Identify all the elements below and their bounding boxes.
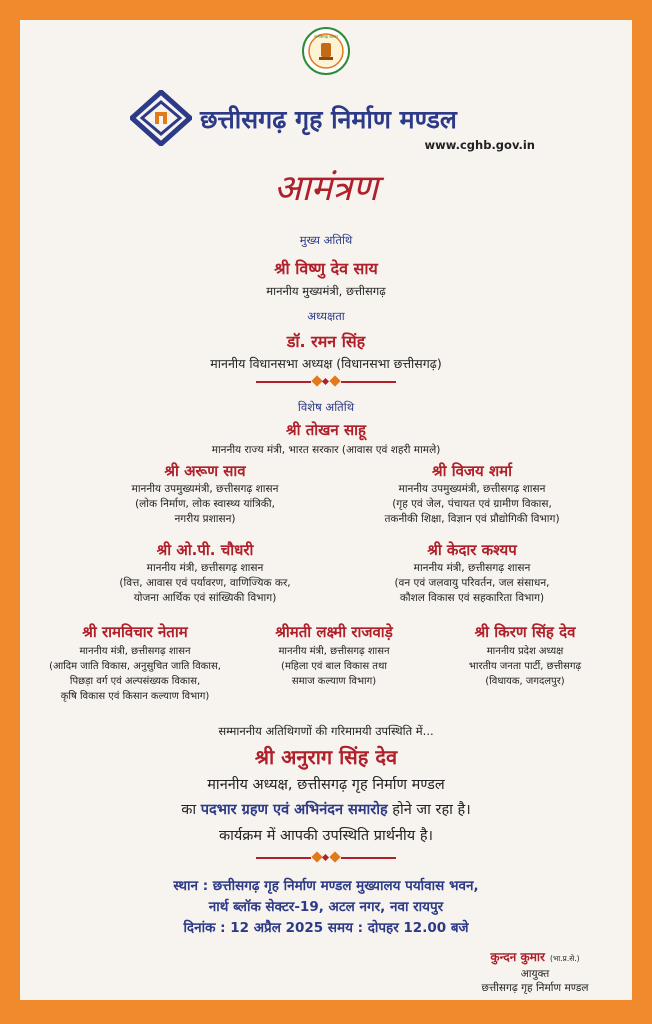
guest-name: श्री अरूण साव [164, 462, 246, 480]
emblem-text: छत्तीसगढ़ शासन [314, 34, 338, 39]
honoree-designation: माननीय अध्यक्ष, छत्तीसगढ़ गृह निर्माण मण्डल [207, 777, 445, 793]
chief-guest-name: श्री विष्णु देव साय [274, 259, 378, 278]
guest-line: (लोक निर्माण, लोक स्वास्थ्य यांत्रिकी, [135, 498, 275, 510]
special-guest-designation: माननीय राज्य मंत्री, भारत सरकार (आवास एवं शहरी मामले) [211, 444, 441, 456]
guest-line: माननीय मंत्री, छत्तीसगढ़ शासन [146, 562, 264, 574]
ceremony-post: होने जा रहा है। [392, 802, 471, 818]
chief-guest-designation: माननीय मुख्यमंत्री, छत्तीसगढ़ [266, 284, 386, 298]
honoree-name: श्री अनुराग सिंह देव [254, 745, 398, 769]
guest-name: श्रीमती लक्ष्मी राजवाड़े [275, 623, 393, 641]
guest-line: माननीय उपमुख्यमंत्री, छत्तीसगढ़ शासन [131, 483, 279, 495]
guest-block [425, 620, 625, 689]
signatory-suffix: (भा.प्र.से.) [550, 954, 580, 963]
guest-line: समाज कल्याण विभाग) [291, 676, 377, 687]
guest-line: तकनीकी शिक्षा, विज्ञान एवं प्रौद्योगिकी विभाग) [384, 513, 560, 525]
guest-name: श्री ओ.पी. चौधरी [156, 541, 254, 559]
guest-line: (आदिम जाति विकास, अनुसुचित जाति विकास, [49, 661, 221, 672]
signatory-name: कुन्दन कुमार [490, 950, 545, 964]
venue-line-1: स्थान : छत्तीसगढ़ गृह निर्माण मण्डल मुख्यालय पर्यावास भवन, [173, 878, 479, 894]
date-time: दिनांक : 12 अप्रैल 2025 समय : दोपहर 12.00 बजे [183, 920, 469, 936]
guest-line: माननीय मंत्री, छत्तीसगढ़ शासन [413, 562, 531, 574]
presiding-name: डॉ. रमन सिंह [286, 332, 366, 351]
ceremony-highlight: पदभार ग्रहण एवं अभिनंदन समारोह [200, 802, 388, 818]
guest-name: श्री विजय शर्मा [431, 462, 513, 480]
guest-line: भारतीय जनता पार्टी, छत्तीसगढ़ [468, 661, 582, 672]
guest-line: (वित्त, आवास एवं पर्यावरण, वाणिज्यिक कर, [119, 577, 291, 589]
guest-name: श्री किरण सिंह देव [474, 623, 576, 641]
invitation-card [20, 20, 632, 1000]
guest-line: माननीय मंत्री, छत्तीसगढ़ शासन [278, 646, 390, 657]
ornamental-divider [256, 852, 396, 864]
guest-block [22, 620, 248, 704]
guest-name: श्री केदार कश्यप [427, 541, 517, 559]
guest-block [342, 460, 602, 527]
invitation-title: आमंत्रण [273, 168, 379, 209]
guest-line: (गृह एवं जेल, पंचायत एवं ग्रामीण विकास, [392, 498, 552, 510]
state-emblem [302, 27, 350, 75]
org-name: छत्तीसगढ़ गृह निर्माण मण्डल [200, 105, 457, 134]
guest-line: माननीय मंत्री, छत्तीसगढ़ शासन [79, 646, 191, 657]
guest-name: श्री रामविचार नेताम [82, 623, 188, 641]
org-logo [130, 90, 192, 146]
guest-line: (वन एवं जलवायु परिवर्तन, जल संसाधन, [394, 577, 550, 589]
honoree-intro: सम्माननीय अतिथिगणों की गरिमामयी उपस्थिति में... [218, 724, 434, 738]
venue-line-2: नार्थ ब्लॉक सेक्टर-19, अटल नगर, नवा रायपुर [208, 899, 444, 915]
ceremony-line [76, 799, 576, 819]
presiding-role: अध्यक्षता [307, 309, 345, 323]
signatory-block [450, 948, 620, 995]
guest-line: नगरीय प्रशासन) [174, 513, 236, 525]
chief-guest-role: मुख्य अतिथि [299, 233, 353, 247]
signatory-org: छत्तीसगढ़ गृह निर्माण मण्डल [481, 982, 589, 994]
guest-block [342, 539, 602, 606]
guest-block [85, 460, 325, 527]
ceremony-pre: का [181, 802, 197, 818]
guest-line: माननीय उपमुख्यमंत्री, छत्तीसगढ़ शासन [398, 483, 546, 495]
presiding-designation: माननीय विधानसभा अध्यक्ष (विधानसभा छत्तीसगढ़) [210, 356, 442, 371]
special-guest-role: विशेष अतिथि [297, 400, 355, 414]
guest-line: (विधायक, जगदलपुर) [485, 676, 565, 687]
guest-line: (महिला एवं बाल विकास तथा [281, 661, 387, 672]
attendance-request: कार्यक्रम में आपकी उपस्थिति प्रार्थनीय है। [218, 828, 434, 844]
guest-line: कृषि विकास एवं किसान कल्याण विभाग) [60, 691, 210, 702]
website-link[interactable]: www.cghb.gov.in [424, 138, 535, 152]
ornamental-divider [256, 376, 396, 388]
special-guest-name: श्री तोखन साहू [286, 421, 366, 439]
guest-line: माननीय प्रदेश अध्यक्ष [486, 646, 564, 657]
guest-line: पिछड़ा वर्ग एवं अल्पसंख्यक विकास, [69, 676, 201, 687]
guest-block [75, 539, 335, 606]
guest-line: कौशल विकास एवं सहकारिता विभाग) [399, 592, 545, 604]
guest-block [248, 620, 420, 689]
guest-line: योजना आर्थिक एवं सांख्यिकी विभाग) [133, 592, 277, 604]
signatory-title: आयुक्त [520, 968, 550, 980]
